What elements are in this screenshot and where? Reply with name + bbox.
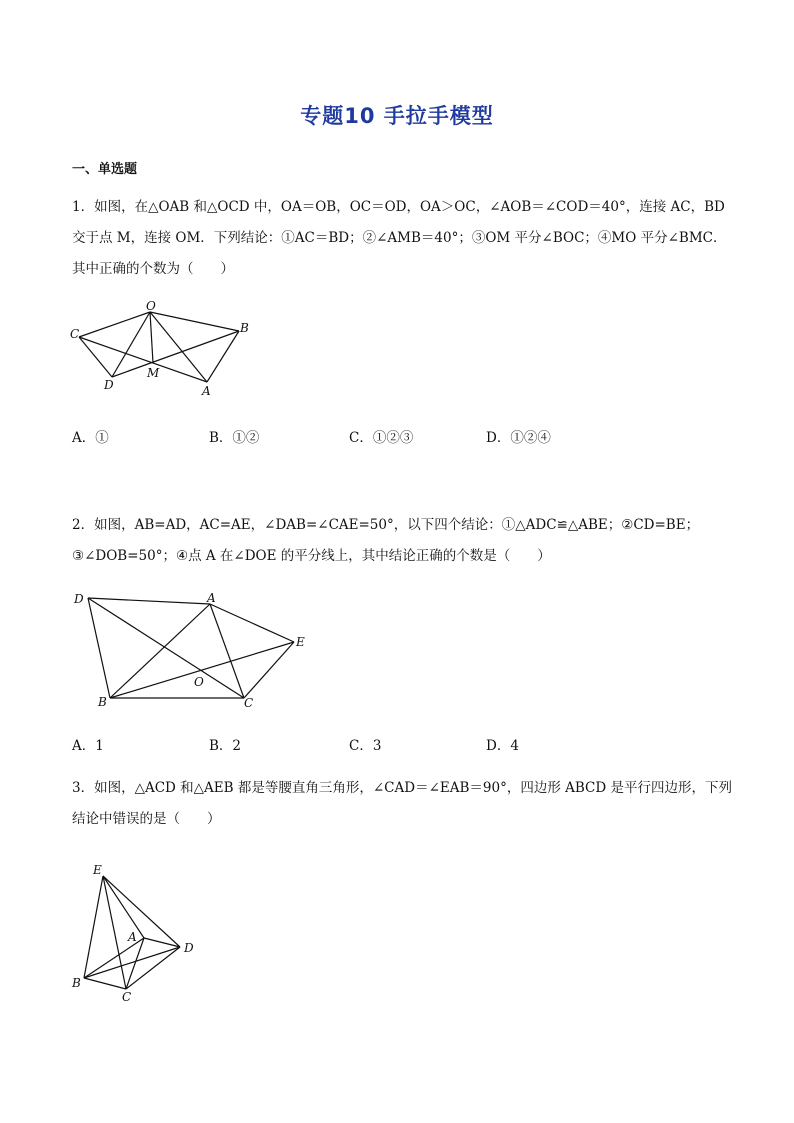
fig1-label-A: A xyxy=(202,384,211,398)
fig2-label-O: O xyxy=(194,675,204,689)
fig3-label-C: C xyxy=(122,990,132,1004)
question-1-option-a[interactable]: A．① xyxy=(72,430,109,446)
fig2-label-A: A xyxy=(207,591,216,605)
question-1-option-d[interactable]: D．①②④ xyxy=(486,430,551,446)
fig1-label-B: B xyxy=(240,321,249,335)
fig3-label-D: D xyxy=(184,941,194,955)
fig1-label-D: D xyxy=(104,378,114,392)
fig3-label-E: E xyxy=(93,863,102,877)
question-2-figure xyxy=(70,586,315,714)
fig1-label-C: C xyxy=(70,327,80,341)
question-2-option-b[interactable]: B．2 xyxy=(209,738,242,754)
question-1-figure xyxy=(70,300,260,400)
question-2-option-d[interactable]: D．4 xyxy=(486,738,519,754)
fig1-label-M: M xyxy=(147,366,160,380)
fig3-label-A: A xyxy=(128,930,137,944)
fig3-label-B: B xyxy=(72,976,81,990)
fig2-label-E: E xyxy=(296,635,305,649)
question-2-option-c[interactable]: C．3 xyxy=(349,738,382,754)
question-3-text: 3．如图，△ACD 和△AEB 都是等腰直角三角形，∠CAD＝∠EAB＝90°，四边形 ABCD 是平行四边形，下列结论中错误的是（ ） xyxy=(72,780,732,827)
fig2-label-B: B xyxy=(98,695,107,709)
question-2-option-a[interactable]: A．1 xyxy=(72,738,104,754)
question-1-text: 1．如图，在△OAB 和△OCD 中，OA＝OB，OC＝OD，OA＞OC，∠AOB＝∠COD＝40°，连接 AC，BD 交于点 M，连接 OM．下列结论：①AC＝BD；②∠AMB＝40°；③OM 平分∠BOC；④MO 平分∠BMC．其中正确的个数为（ ） xyxy=(72,199,727,277)
question-3-figure xyxy=(70,858,210,1008)
fig2-label-C: C xyxy=(244,696,254,710)
section-heading: 一、单选题 xyxy=(72,162,138,177)
page-title: 专题10 手拉手模型 xyxy=(300,104,494,128)
fig2-label-D: D xyxy=(74,592,84,606)
question-1-option-c[interactable]: C．①②③ xyxy=(349,430,414,446)
question-2-text: 2．如图，AB=AD，AC=AE，∠DAB=∠CAE=50°，以下四个结论：①△ADC≌△ABE；②CD=BE；③∠DOB=50°；④点 A 在∠DOE 的平分线上，其中结论正确的个数是（ ） xyxy=(72,517,700,564)
question-1-option-b[interactable]: B．①② xyxy=(209,430,260,446)
fig1-label-O: O xyxy=(146,300,156,313)
